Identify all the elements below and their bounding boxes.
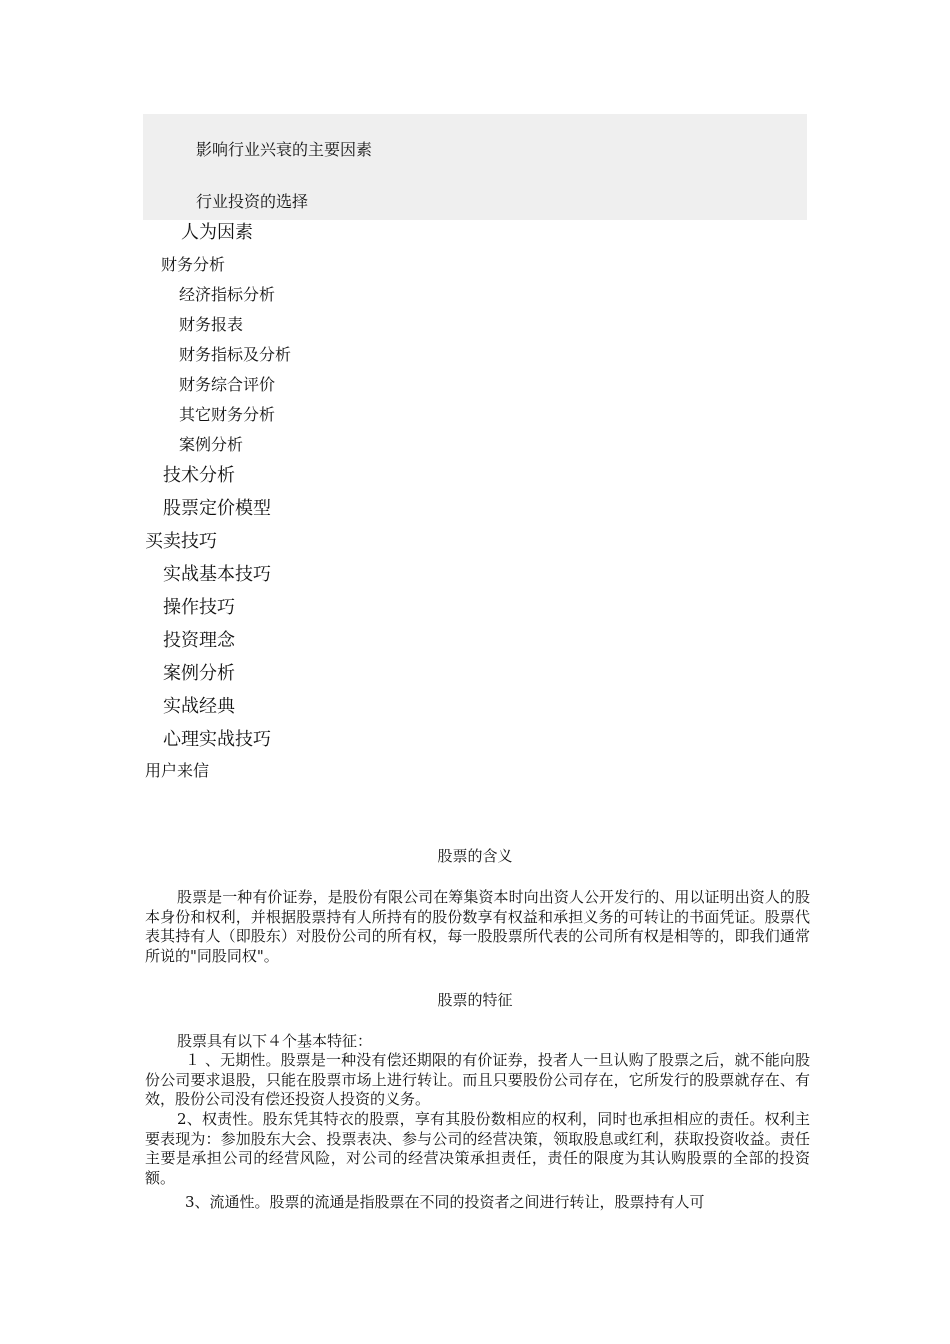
nav-link-pricing-model[interactable]: 股票定价模型 [163, 498, 271, 519]
nav-link-case-study-trading[interactable]: 案例分析 [163, 663, 235, 684]
section-title-meaning: 股票的含义 [437, 847, 513, 865]
nav-link-technical-analysis[interactable]: 技术分析 [163, 465, 235, 486]
nav-link-financial-indicators[interactable]: 财务指标及分析 [179, 345, 292, 364]
nav-link-case-study-financial[interactable]: 案例分析 [179, 435, 244, 454]
nav-link-financial-analysis[interactable]: 财务分析 [161, 255, 226, 274]
section-title-features: 股票的特征 [437, 991, 513, 1009]
nav-link-classics[interactable]: 实战经典 [163, 696, 235, 717]
nav-link-trading-skills[interactable]: 买卖技巧 [145, 531, 217, 552]
paragraph-feature-3: 3、流通性。股票的流通是指股票在不同的投资者之间进行转让，股票持有人可 [185, 1193, 705, 1211]
paragraph-feature-1: １ 、无期性。股票是一种没有偿还期限的有价证券，投者人一旦认购了股票之后，就不能向股份公司要求退股，只能在股票市场上进行转让。而且只要股份公司存在，它所发行的股票就存在、有效，股份公司没有偿还投资人投资的义务。 [145, 1051, 810, 1108]
nav-highlight-box [143, 114, 807, 220]
nav-link-economic-indicators[interactable]: 经济指标分析 [179, 285, 276, 304]
nav-link-human-factors[interactable]: 人为因素 [181, 222, 253, 243]
nav-link-industry-selection[interactable]: 行业投资的选择 [196, 192, 309, 211]
nav-link-financial-evaluation[interactable]: 财务综合评价 [179, 375, 276, 394]
nav-link-other-financial[interactable]: 其它财务分析 [179, 405, 276, 424]
nav-link-psychology[interactable]: 心理实战技巧 [163, 729, 271, 750]
nav-link-financial-statements[interactable]: 财务报表 [179, 315, 244, 334]
nav-link-user-letters[interactable]: 用户来信 [145, 761, 210, 780]
nav-link-operation-skills[interactable]: 操作技巧 [163, 597, 235, 618]
paragraph-meaning: 股票是一种有价证券，是股份有限公司在筹集资本时向出资人公开发行的、用以证明出资人的股本身份和权利，并根据股票持有人所持有的股份数享有权益和承担义务的可转让的书面凭证。股票代表其持有人（即股东）对股份公司的所有权，每一股股票所代表的公司所有权是相等的，即我们通常所说的"同股同权"。 [145, 888, 810, 965]
nav-link-industry-factors[interactable]: 影响行业兴衰的主要因素 [196, 140, 373, 159]
paragraph-features-intro: 股票具有以下４个基本特征： [177, 1032, 373, 1050]
paragraph-feature-2: 2、权责性。股东凭其特衣的股票，享有其股份数相应的权利，同时也承担相应的责任。权利主要表现为：参加股东大会、投票表决、参与公司的经营决策，领取股息或红利，获取投资收益。责任主要是承担公司的经营风险，对公司的经营决策承担责任，责任的限度为其认购股票的全部的投资额。 [145, 1110, 810, 1187]
nav-link-investment-philosophy[interactable]: 投资理念 [163, 630, 235, 651]
nav-link-basic-skills[interactable]: 实战基本技巧 [163, 564, 271, 585]
